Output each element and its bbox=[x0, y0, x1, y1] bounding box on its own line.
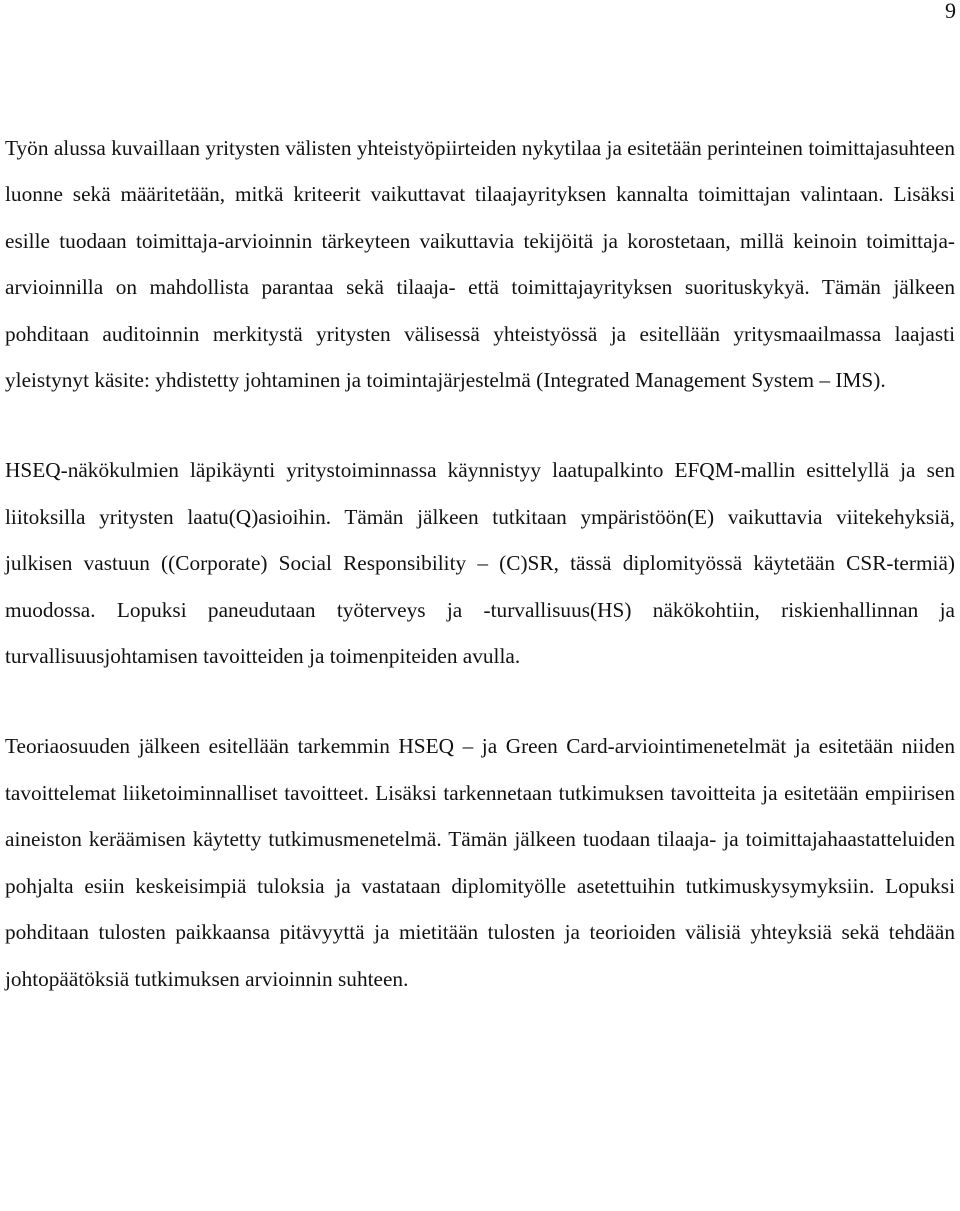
page-number: 9 bbox=[945, 0, 956, 23]
paragraph-intro: Työn alussa kuvaillaan yritysten välisten yhteistyöpiirteiden nykytilaa ja esitetään perinteinen toimittajasuhteen luonne sekä määritetään, mitkä kriteerit vaikuttavat tilaajayrityksen kannalta toimittajan valintaan. Lisäksi esille tuodaan toimittaja-arvioinnin tärkeyteen vaikuttavia tekijöitä ja korostetaan, millä keinoin toimittaja-arvioinnilla on mahdollista parantaa sekä tilaaja- että toimittajayrityksen suorituskykyä. Tämän jälkeen pohditaan auditoinnin merkitystä yritysten välisessä yhteistyössä ja esitellään yritysmaailmassa laajasti yleistynyt käsite: yhdistetty johtaminen ja toimintajärjestelmä (Integrated Management System – IMS). bbox=[5, 136, 955, 393]
paragraph-theory: Teoriaosuuden jälkeen esitellään tarkemmin HSEQ – ja Green Card-arviointimenetelmät ja esitetään niiden tavoittelemat liiketoiminnalliset tavoitteet. Lisäksi tarkennetaan tutkimuksen tavoitteita ja esitetään empiirisen aineiston keräämisen käytetty tutkimusmenetelmä. Tämän jälkeen tuodaan tilaaja- ja toimittajahaastatteluiden pohjalta esiin keskeisimpiä tuloksia ja vastataan diplomityölle asetettuihin tutkimuskysymyksiin. Lopuksi pohditaan tulosten paikkaansa pitävyyttä ja mietitään tulosten ja teorioiden välisiä yhteyksiä sekä tehdään johtopäätöksiä tutkimuksen arvioinnin suhteen. bbox=[5, 734, 955, 991]
paragraph-hseq: HSEQ-näkökulmien läpikäynti yritystoiminnassa käynnistyy laatupalkinto EFQM-mallin esittelyllä ja sen liitoksilla yritysten laatu(Q)asioihin. Tämän jälkeen tutkitaan ympäristöön(E) vaikuttavia viitekehyksiä, julkisen vastuun ((Corporate) Social Responsibility – (C)SR, tässä diplomityössä käytetään CSR-termiä) muodossa. Lopuksi paneudutaan työterveys ja -turvallisuus(HS) näkökohtiin, riskienhallinnan ja turvallisuusjohtamisen tavoitteiden ja toimenpiteiden avulla. bbox=[5, 458, 955, 669]
body-text bbox=[5, 125, 955, 1002]
